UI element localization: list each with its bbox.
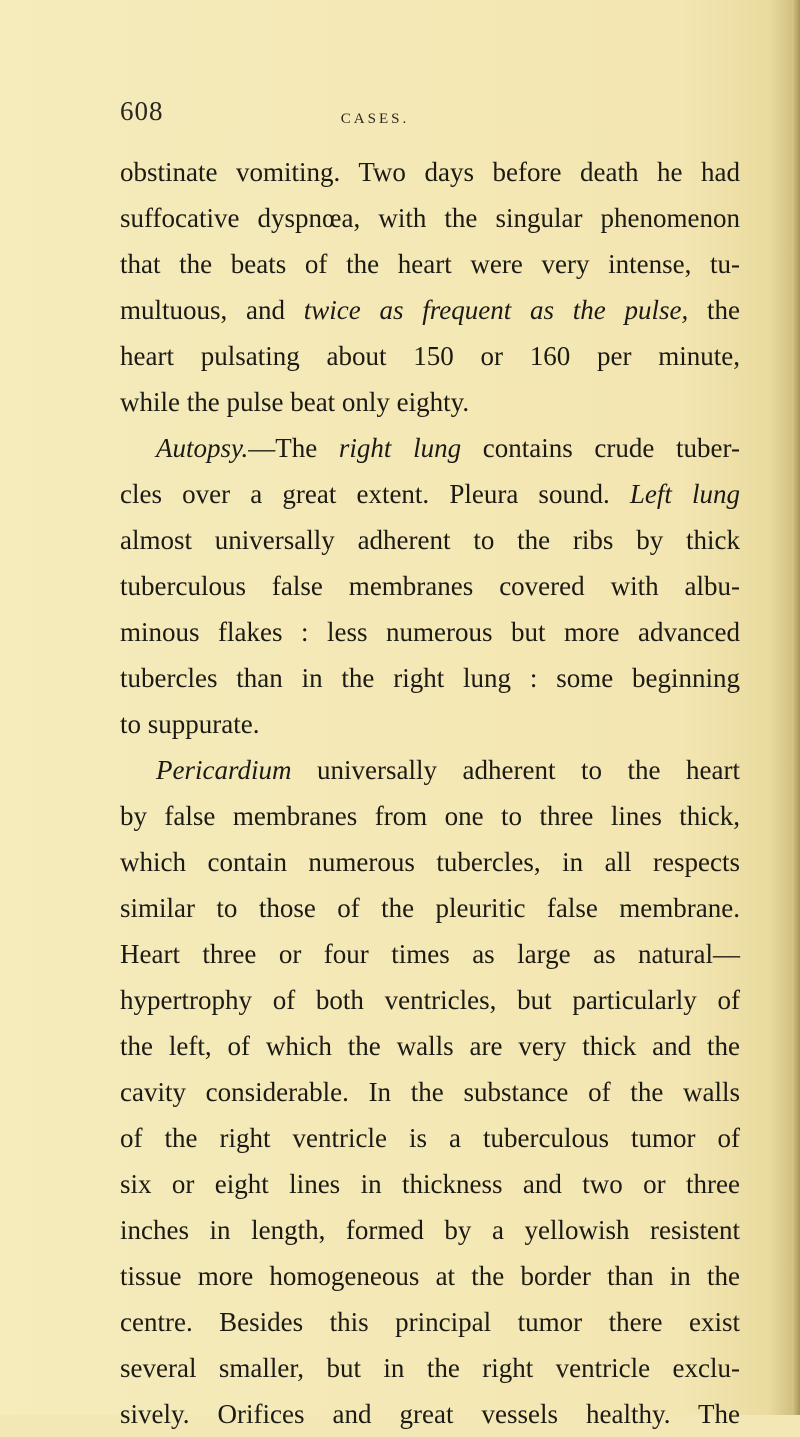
page-number: 608 <box>120 96 164 126</box>
text-line: cavity considerable. In the substance of the walls <box>120 1077 740 1107</box>
text-line: hypertrophy of both ventricles, but particularly of <box>120 985 740 1015</box>
text-line: Heart three or four times as large as natural— <box>120 939 740 969</box>
text-line: obstinate vomiting. Two days before death he had <box>120 157 740 187</box>
text-line: the left, of which the walls are very thick and the <box>120 1031 740 1061</box>
text-line: inches in length, formed by a yellowish resistent <box>120 1215 740 1245</box>
text-line: similar to those of the pleuritic false membrane. <box>120 893 740 923</box>
text-line: tubercles than in the right lung : some beginning <box>120 663 740 693</box>
text-line: multuous, and twice as frequent as the pulse, the <box>120 295 740 325</box>
text-line: minous flakes : less numerous but more advanced <box>120 617 740 647</box>
text-line: several smaller, but in the right ventricle exclu- <box>120 1353 740 1383</box>
italic-phrase: right lung <box>338 433 462 463</box>
text-line: sively. Orifices and great vessels healthy. The <box>120 1399 740 1429</box>
italic-phrase: twice as frequent as the pulse, <box>303 295 689 325</box>
text-line: heart pulsating about 150 or 160 per minute, <box>120 341 740 371</box>
running-head: CASES. <box>340 111 410 127</box>
italic-heading: Autopsy. <box>156 433 249 463</box>
text-line: six or eight lines in thickness and two or three <box>120 1169 740 1199</box>
text-line: of the right ventricle is a tuberculous tumor of <box>120 1123 740 1153</box>
text-line: that the beats of the heart were very intense, tu- <box>120 249 740 279</box>
text-line: Pericardium universally adherent to the heart <box>156 755 740 785</box>
text-line: to suppurate. <box>120 709 260 739</box>
text-line: centre. Besides this principal tumor there exist <box>120 1307 740 1337</box>
text-line: which contain numerous tubercles, in all respects <box>120 847 740 877</box>
italic-heading: Pericardium <box>156 755 292 785</box>
text-line: while the pulse beat only eighty. <box>120 387 470 417</box>
body-text <box>120 149 740 1437</box>
text-line: almost universally adherent to the ribs by thick <box>120 525 740 555</box>
text-line: suffocative dyspnœa, with the singular phenomenon <box>120 203 740 233</box>
text-line: tissue more homogeneous at the border than in the <box>120 1261 740 1291</box>
page-edge-shadow <box>792 0 800 1415</box>
text-line: Autopsy.—The right lung contains crude tuber- <box>156 433 740 463</box>
text-line: cles over a great extent. Pleura sound. Left lung <box>120 479 740 509</box>
page-header <box>120 96 740 136</box>
italic-phrase: Left lung <box>629 479 740 509</box>
text-line: tuberculous false membranes covered with albu- <box>120 571 740 601</box>
text-line: by false membranes from one to three lines thick, <box>120 801 740 831</box>
